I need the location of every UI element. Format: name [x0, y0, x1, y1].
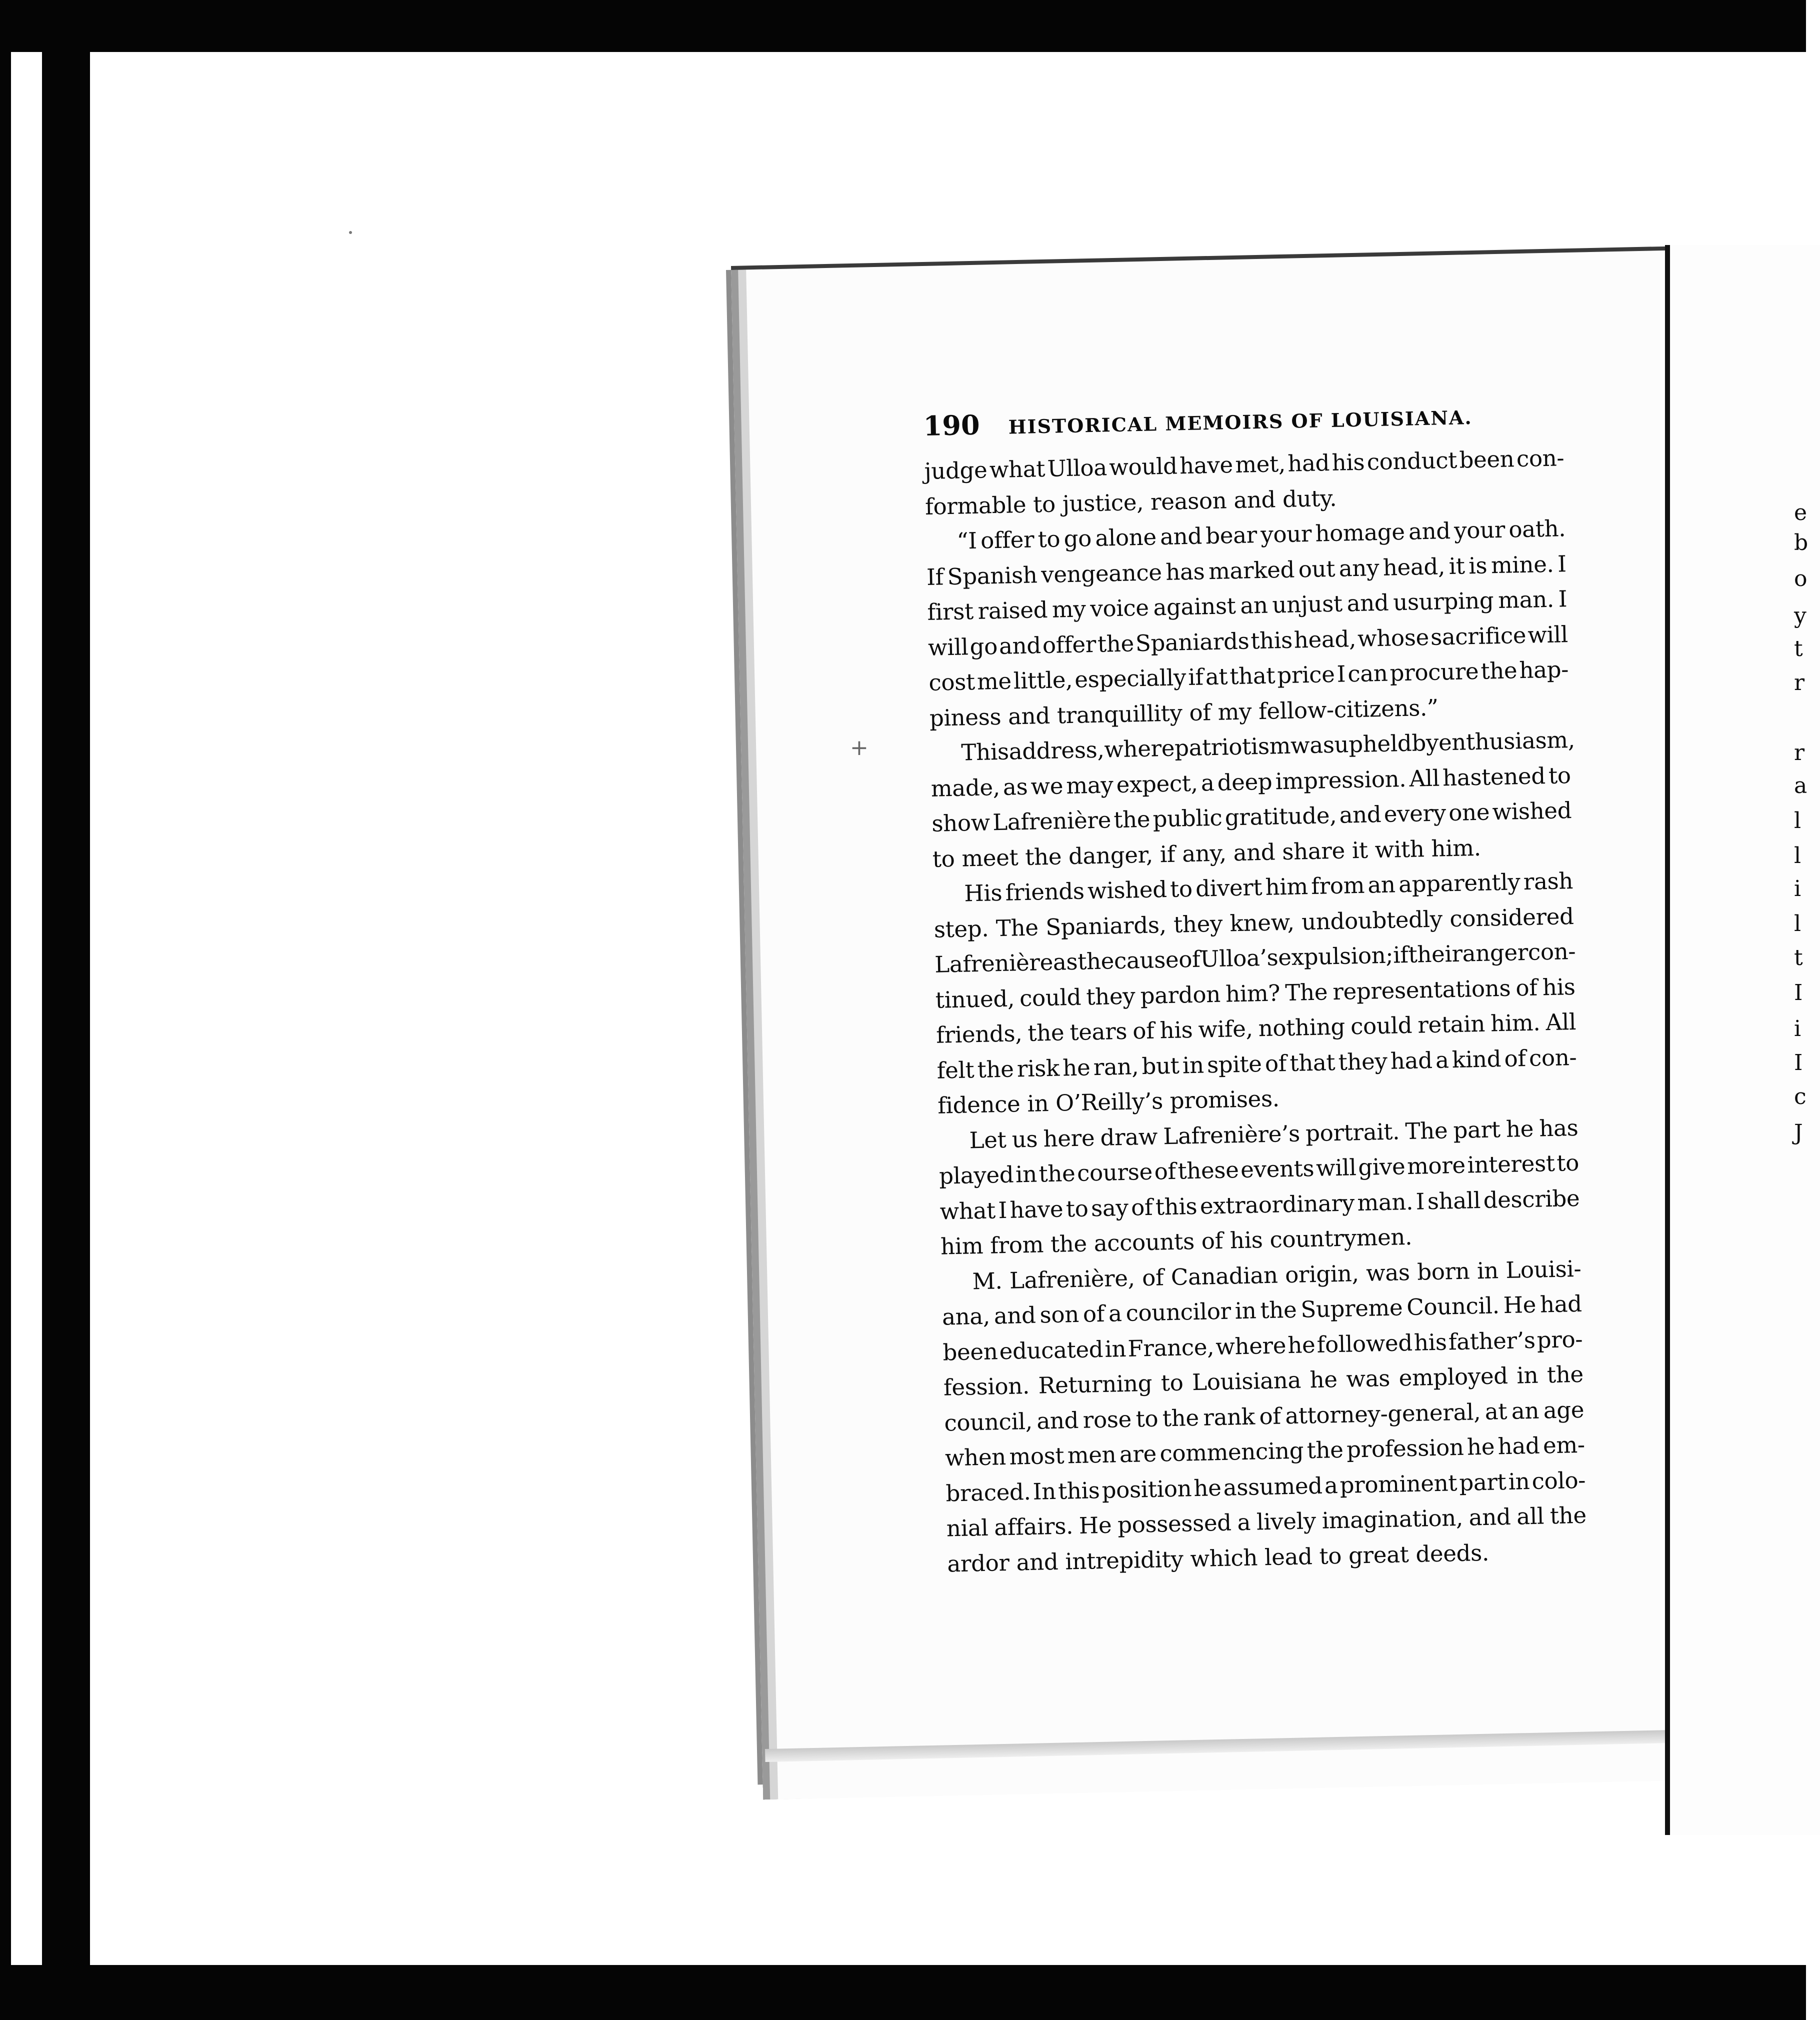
text-line: If Spanish vengeance has marked out any head, it is mine. I — [926, 550, 1567, 590]
film-border-top — [0, 0, 1806, 52]
text-line: fession. Returning to Louisiana he was employed in the — [943, 1360, 1584, 1401]
pencil-mark: + — [850, 735, 868, 760]
text-line: M. Lafrenière, of Canadian origin, was born in Louisi- — [972, 1255, 1582, 1294]
text-line: when most men are commencing the profession he had em- — [944, 1431, 1586, 1472]
facing-page-letter: l — [1794, 911, 1802, 936]
text-line: been educated in France, where he followed his father’s pro- — [942, 1326, 1583, 1366]
text-line: felt the risk he ran, but in spite of that they had a kind of con- — [936, 1044, 1577, 1084]
text-line: judge what Ulloa would have met, had his conduct been con- — [924, 444, 1564, 484]
text-line: first raised my voice against an unjust and usurping man. I — [927, 586, 1568, 626]
facing-page-letter: r — [1794, 740, 1805, 766]
text-line: nial affairs. He possessed a lively imagination, and all the — [946, 1502, 1587, 1542]
body-text — [924, 440, 1588, 1582]
film-border-bottom — [0, 1965, 1806, 2020]
text-line: friends, the tears of his wife, nothing could retain him. All — [936, 1008, 1576, 1048]
film-border-left — [42, 0, 90, 2020]
text-line: council, and rose to the rank of attorney-general, at an age — [944, 1396, 1584, 1436]
text-line: cost me little, especially if at that price I can procure the hap- — [928, 656, 1569, 696]
text-line: Lafrenière as the cause of Ulloa’s expulsion; if their anger con- — [934, 938, 1576, 978]
text-line: show Lafrenière the public gratitude, and every one wished — [931, 797, 1572, 837]
text-line: formable to justice, reason and duty. — [924, 484, 1337, 520]
text-line: His friends wished to divert him from an apparently rash — [964, 868, 1574, 907]
facing-page-letter: i — [1794, 1016, 1802, 1042]
running-title: HISTORICAL MEMOIRS OF LOUISIANA. — [1008, 406, 1473, 438]
dust-speck — [349, 231, 352, 234]
facing-page-letter: I — [1794, 980, 1803, 1006]
facing-page-letter: e — [1794, 500, 1808, 526]
facing-page-letter: t — [1794, 945, 1803, 970]
text-line: Let us here draw Lafrenière’s portrait. The part he has — [969, 1114, 1578, 1154]
facing-page-letter: r — [1794, 670, 1805, 696]
text-line: fidence in O’Reilly’s promises. — [937, 1085, 1280, 1119]
facing-page-letter: o — [1794, 566, 1808, 592]
facing-page-letter: l — [1794, 843, 1802, 868]
text-line: step. The Spaniards, they knew, undoubtedly considered — [934, 902, 1574, 943]
text-line: ardor and intrepidity which lead to great deeds. — [946, 1539, 1490, 1578]
text-line: what I have to say of this extraordinary man. I shall describe — [940, 1184, 1580, 1225]
facing-page-letter: I — [1794, 1050, 1803, 1076]
facing-page-letter: y — [1794, 603, 1806, 628]
facing-page-letter: l — [1794, 808, 1802, 834]
text-line: will go and offer the Spaniards this head, whose sacrifice will — [928, 620, 1568, 661]
text-line: made, as we may expect, a deep impression. All hastened to — [930, 762, 1572, 802]
facing-page-letter: a — [1794, 773, 1808, 798]
facing-page-letter: t — [1794, 636, 1803, 662]
facing-page-letter: J — [1794, 1120, 1803, 1146]
text-line: him from the accounts of his countrymen. — [940, 1223, 1412, 1260]
book-page — [731, 246, 1722, 1800]
facing-page-letter: c — [1794, 1084, 1806, 1110]
text-line: tinued, could they pardon him? The representations of his — [935, 973, 1576, 1014]
text-line: “I offer to go alone and bear your homage and your oath. — [956, 515, 1566, 554]
facing-page-letter: i — [1794, 876, 1802, 902]
text-line: piness and tranquillity of my fellow-citizens.” — [929, 694, 1439, 732]
page-number: 190 — [923, 408, 980, 442]
text-line: played in the course of these events will give more interest to — [938, 1149, 1580, 1190]
text-line: ana, and son of a councilor in the Supreme Council. He had — [942, 1290, 1582, 1330]
film-border-left-edge — [0, 0, 11, 2020]
text-line: This address, where patriotism was upheld by enthusiasm, — [960, 726, 1576, 766]
text-line: to meet the danger, if any, and share it with him. — [932, 834, 1482, 872]
text-line: braced. In this position he assumed a prominent part in colo- — [945, 1466, 1586, 1507]
running-head — [923, 396, 1624, 445]
facing-page-letter: b — [1794, 530, 1808, 556]
